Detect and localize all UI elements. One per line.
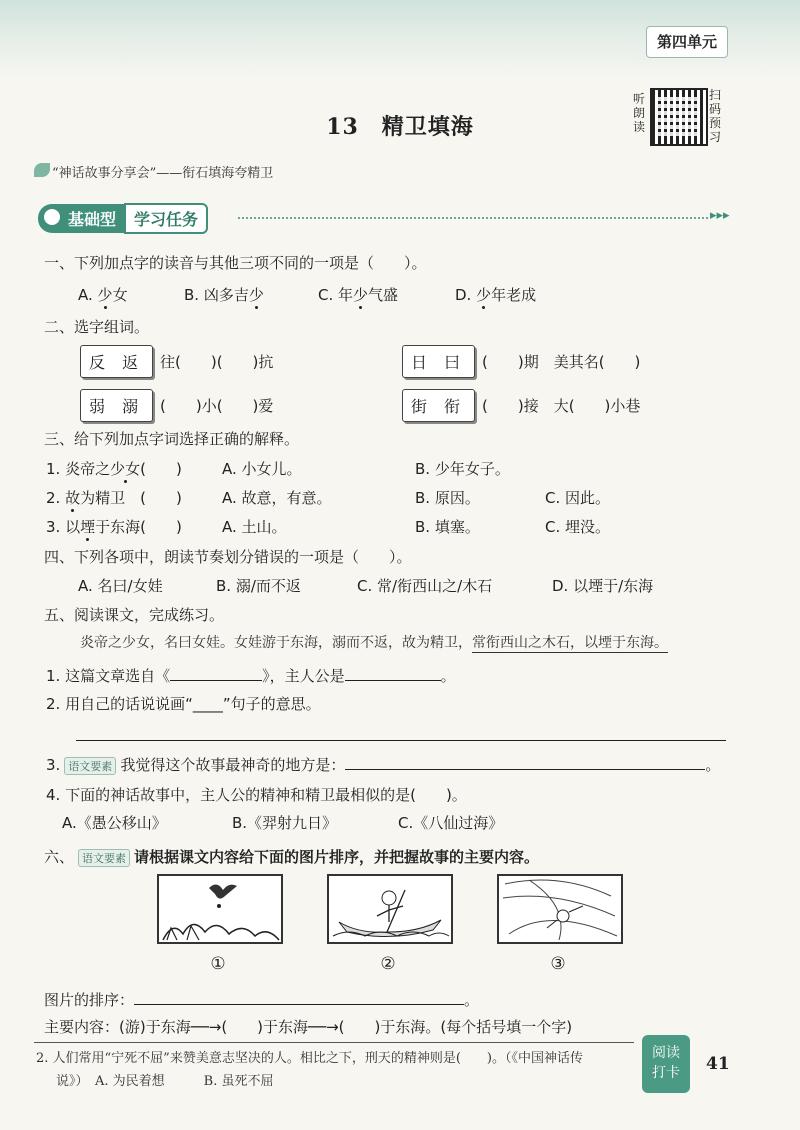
q3-item-2-b: B. 原因。 (415, 489, 480, 507)
footer-note-line1: 2. 人们常用“宁死不屈”来赞美意志坚决的人。相比之下，刑天的精神则是( )。（《中国神话传 (36, 1051, 583, 1066)
q3-item-3: 3. 以堙于东海( ) (46, 518, 182, 536)
char-box-4: 街 衔 (402, 389, 475, 422)
banner-part2: 学习任务 (124, 203, 208, 234)
blank-protagonist[interactable] (345, 680, 441, 681)
q4-option-b: B. 溺/而不返 (216, 577, 301, 595)
banner-part1: 基础型 (38, 204, 124, 233)
picture-label-3: ③ (550, 954, 566, 974)
q5-sub1: 1. 这篇文章选自《 》，主人公是 。 (46, 667, 456, 685)
q3-item-2-a: A. 故意，有意。 (222, 489, 332, 507)
passage-underlined: 常衔西山之木石，以堙于东海。 (472, 635, 668, 651)
char-box-2: 日 曰 (402, 345, 475, 378)
words-1: 往( )( )抗 (160, 353, 274, 371)
q5-sub4: 4. 下面的神话故事中，主人公的精神和精卫最相似的是( )。 (46, 786, 467, 804)
q5-sub2: 2. 用自己的话说说画“____”句子的意思。 (46, 695, 321, 713)
q5-sub3: 3. 语文要素 我觉得这个故事最神奇的地方是： 。 (46, 756, 721, 774)
q4-option-c: C. 常/衔西山之/木石 (357, 577, 493, 595)
q3-stem: 三、给下列加点字词选择正确的解释。 (44, 430, 300, 448)
blank-source[interactable] (170, 680, 262, 681)
q3-item-2: 2. 故为精卫 ( ) (46, 489, 182, 507)
q4-option-a: A. 名曰/女娃 (78, 577, 163, 595)
qr-left-text: 听朗读 (632, 92, 645, 134)
q6-stem: 六、 语文要素 请根据课文内容给下面的图片排序，并把握故事的主要内容。 (44, 848, 540, 866)
dotted-divider (238, 217, 708, 219)
q3-item-1-a: A. 小女儿。 (222, 460, 302, 478)
page-number: 41 (706, 1054, 730, 1074)
section-banner (38, 204, 208, 232)
tag-badge: 语文要素 (64, 757, 116, 775)
picture-label-2: ② (380, 954, 396, 974)
q3-item-3-c: C. 埋没。 (545, 518, 611, 536)
answer-line-2[interactable] (76, 740, 726, 741)
arrows-icon: ▸▸▸ (710, 208, 730, 223)
words-2: ( )期 美其名( ) (482, 353, 641, 371)
words-4: ( )接 大( )小巷 (482, 397, 641, 415)
q3-item-1: 1. 炎帝之少女( ) (46, 460, 182, 478)
q5-sub4-option-b: B.《羿射九日》 (232, 814, 338, 832)
char-box-3: 弱 溺 (80, 389, 153, 422)
order-row: 图片的排序： 。 (44, 991, 480, 1009)
q5-stem: 五、阅读课文，完成练习。 (44, 606, 225, 624)
blank-order[interactable] (134, 1004, 464, 1005)
blank-magic[interactable] (345, 769, 705, 770)
words-3: ( )小( )爱 (160, 397, 274, 415)
subtitle: “神话故事分享会”——衔石填海夸精卫 (52, 166, 274, 181)
q5-sub4-option-a: A.《愚公移山》 (62, 814, 167, 832)
unit-label: 第四单元 (646, 26, 728, 58)
footer-note-line2: 说》） A. 为民着想 B. 虽死不屈 (56, 1074, 274, 1089)
q5-sub4-option-c: C.《八仙过海》 (398, 814, 504, 832)
picture-girl-in-boat (327, 874, 453, 944)
tag-badge: 语文要素 (78, 849, 130, 867)
q3-item-3-a: A. 土山。 (222, 518, 287, 536)
q1-stem: 一、下列加点字的读音与其他三项不同的一项是（ ）。 (44, 254, 427, 272)
leaf-icon (34, 163, 50, 177)
q4-stem: 四、下列各项中，朗读节奏划分错误的一项是（ ）。 (44, 548, 412, 566)
picture-label-1: ① (210, 954, 226, 974)
lesson-title: 13 精卫填海 (326, 114, 474, 140)
main-content: 主要内容：(游)于东海──→( )于东海──→( )于东海。(每个括号填一个字) (44, 1018, 573, 1036)
q1-option-b: B. 凶多吉少 (184, 286, 264, 304)
q2-stem: 二、选字组词。 (44, 318, 150, 336)
passage: 炎帝之少女，名曰女娃。女娃游于东海，溺而不返，故为精卫，常衔西山之木石，以堙于东海。 (80, 635, 668, 651)
q3-item-2-c: C. 因此。 (545, 489, 611, 507)
char-box-1: 反 返 (80, 345, 153, 378)
q4-option-d: D. 以堙于/东海 (552, 577, 654, 595)
footer-divider (34, 1042, 634, 1043)
q1-option-c: C. 年少气盛 (318, 286, 399, 304)
q1-option-a: A. 少女 (78, 286, 128, 304)
qr-right-text: 扫码预习 (708, 88, 721, 144)
q1-option-d: D. 少年老成 (455, 286, 537, 304)
q3-item-1-b: B. 少年女子。 (415, 460, 510, 478)
read-checkin-button[interactable]: 阅读 打卡 (642, 1035, 690, 1093)
qr-code-icon[interactable] (650, 88, 708, 146)
q3-item-3-b: B. 填塞。 (415, 518, 480, 536)
picture-bird-over-waves (157, 874, 283, 944)
picture-drowning-whirlpool (497, 874, 623, 944)
lightbulb-icon (42, 207, 62, 227)
